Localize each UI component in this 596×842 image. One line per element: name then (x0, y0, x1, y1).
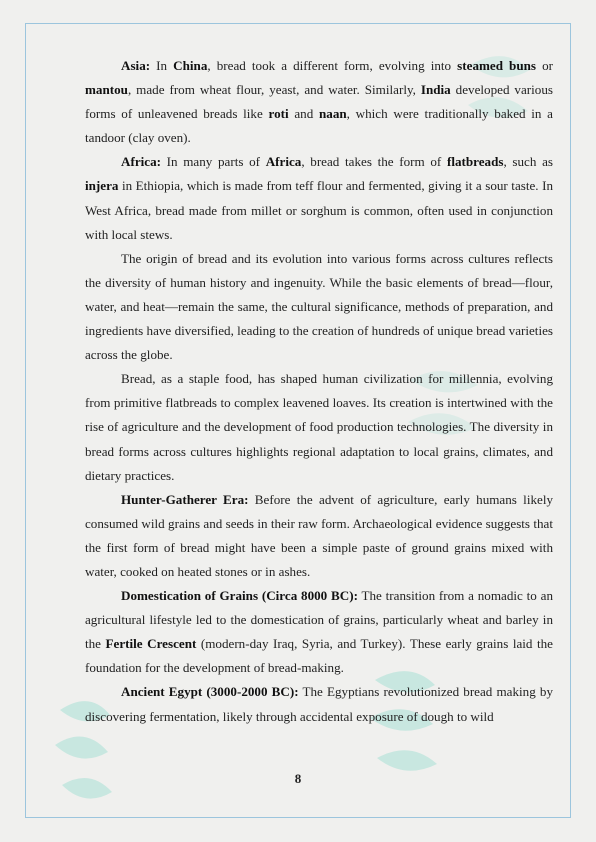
bold-term: Hunter-Gatherer Era: (121, 491, 249, 507)
text-run: , such as (503, 154, 553, 170)
paragraph (85, 54, 553, 150)
paragraph (85, 367, 553, 487)
text-run: The origin of bread and its evolution into various forms across cultures reflects the diversity of human history and ingenuity. While the basic elements of bread—flour, water, and heat—remain the same, the cultural significance, methods of preparation, and ingredients have diversified, leading to the creation of hundreds of unique bread varieties across the globe. (85, 250, 553, 363)
bold-term: Africa: (121, 154, 161, 170)
bold-term: China (173, 58, 208, 73)
bold-term: roti (268, 106, 289, 122)
paragraph (85, 247, 553, 367)
body-text (85, 54, 553, 729)
paragraph (85, 584, 553, 680)
text-run: The transition from a nomadic to an agricultural lifestyle led to the domestication of grains, particularly wheat and barley in the (85, 588, 553, 652)
bold-term: injera (85, 178, 119, 194)
bold-term: Asia: (121, 58, 151, 73)
text-run: , made from wheat flour, yeast, and water. Similarly, (127, 82, 421, 98)
paragraph (85, 150, 553, 246)
text-run: or (536, 58, 553, 73)
page-number: 8 (294, 771, 302, 786)
text-run: (modern-day Iraq, Syria, and Turkey). These early grains laid the foundation for the development of bread-making. (85, 636, 553, 676)
text-run: The Egyptians revolutionized bread making by discovering fermentation, likely through accidental exposure of dough to wild (85, 684, 554, 724)
text-run: and (288, 106, 319, 122)
text-run: , bread took a different form, evolving into (207, 58, 458, 73)
text-run: developed various forms of unleavened breads like (85, 82, 553, 122)
bold-term: Ancient Egypt (3000-2000 BC): (121, 684, 299, 700)
bold-term: India (420, 82, 451, 98)
bold-term: naan (319, 106, 347, 122)
paragraph (85, 680, 553, 728)
text-run: , bread takes the form of (301, 154, 447, 170)
text-run: Before the advent of agriculture, early humans likely consumed wild grains and seeds in their raw form. Archaeological evidence suggests that the first form of bread might have been a simple paste of ground grains mixed with water, cooked on heated stones or in ashes. (85, 491, 554, 579)
bold-term: Fertile Crescent (105, 636, 197, 652)
text-run: Bread, as a staple food, has shaped human civilization for millennia, evolving from primitive flatbreads to complex leavened loaves. Its creation is intertwined with the rise of agriculture and the development of food production technologies. The diversity in bread forms across cultures highlights regional adaptation to local grains, climates, and dietary practices. (85, 371, 553, 483)
paragraph (85, 488, 553, 584)
text-run: in Ethiopia, which is made from teff flour and fermented, giving it a sour taste. In West Africa, bread made from millet or sorghum is common, often used in conjunction with local stews. (85, 178, 553, 242)
text-run: In many parts of (161, 154, 266, 170)
bold-term: flatbreads (446, 154, 504, 170)
text-run: In (150, 58, 174, 73)
bold-term: Domestication of Grains (Circa 8000 BC): (121, 588, 358, 604)
text-run: , which were traditionally baked in a tandoor (clay oven). (85, 106, 553, 146)
bold-term: mantou (85, 82, 128, 98)
bold-term: steamed buns (457, 58, 537, 73)
bold-term: Africa (265, 154, 302, 170)
